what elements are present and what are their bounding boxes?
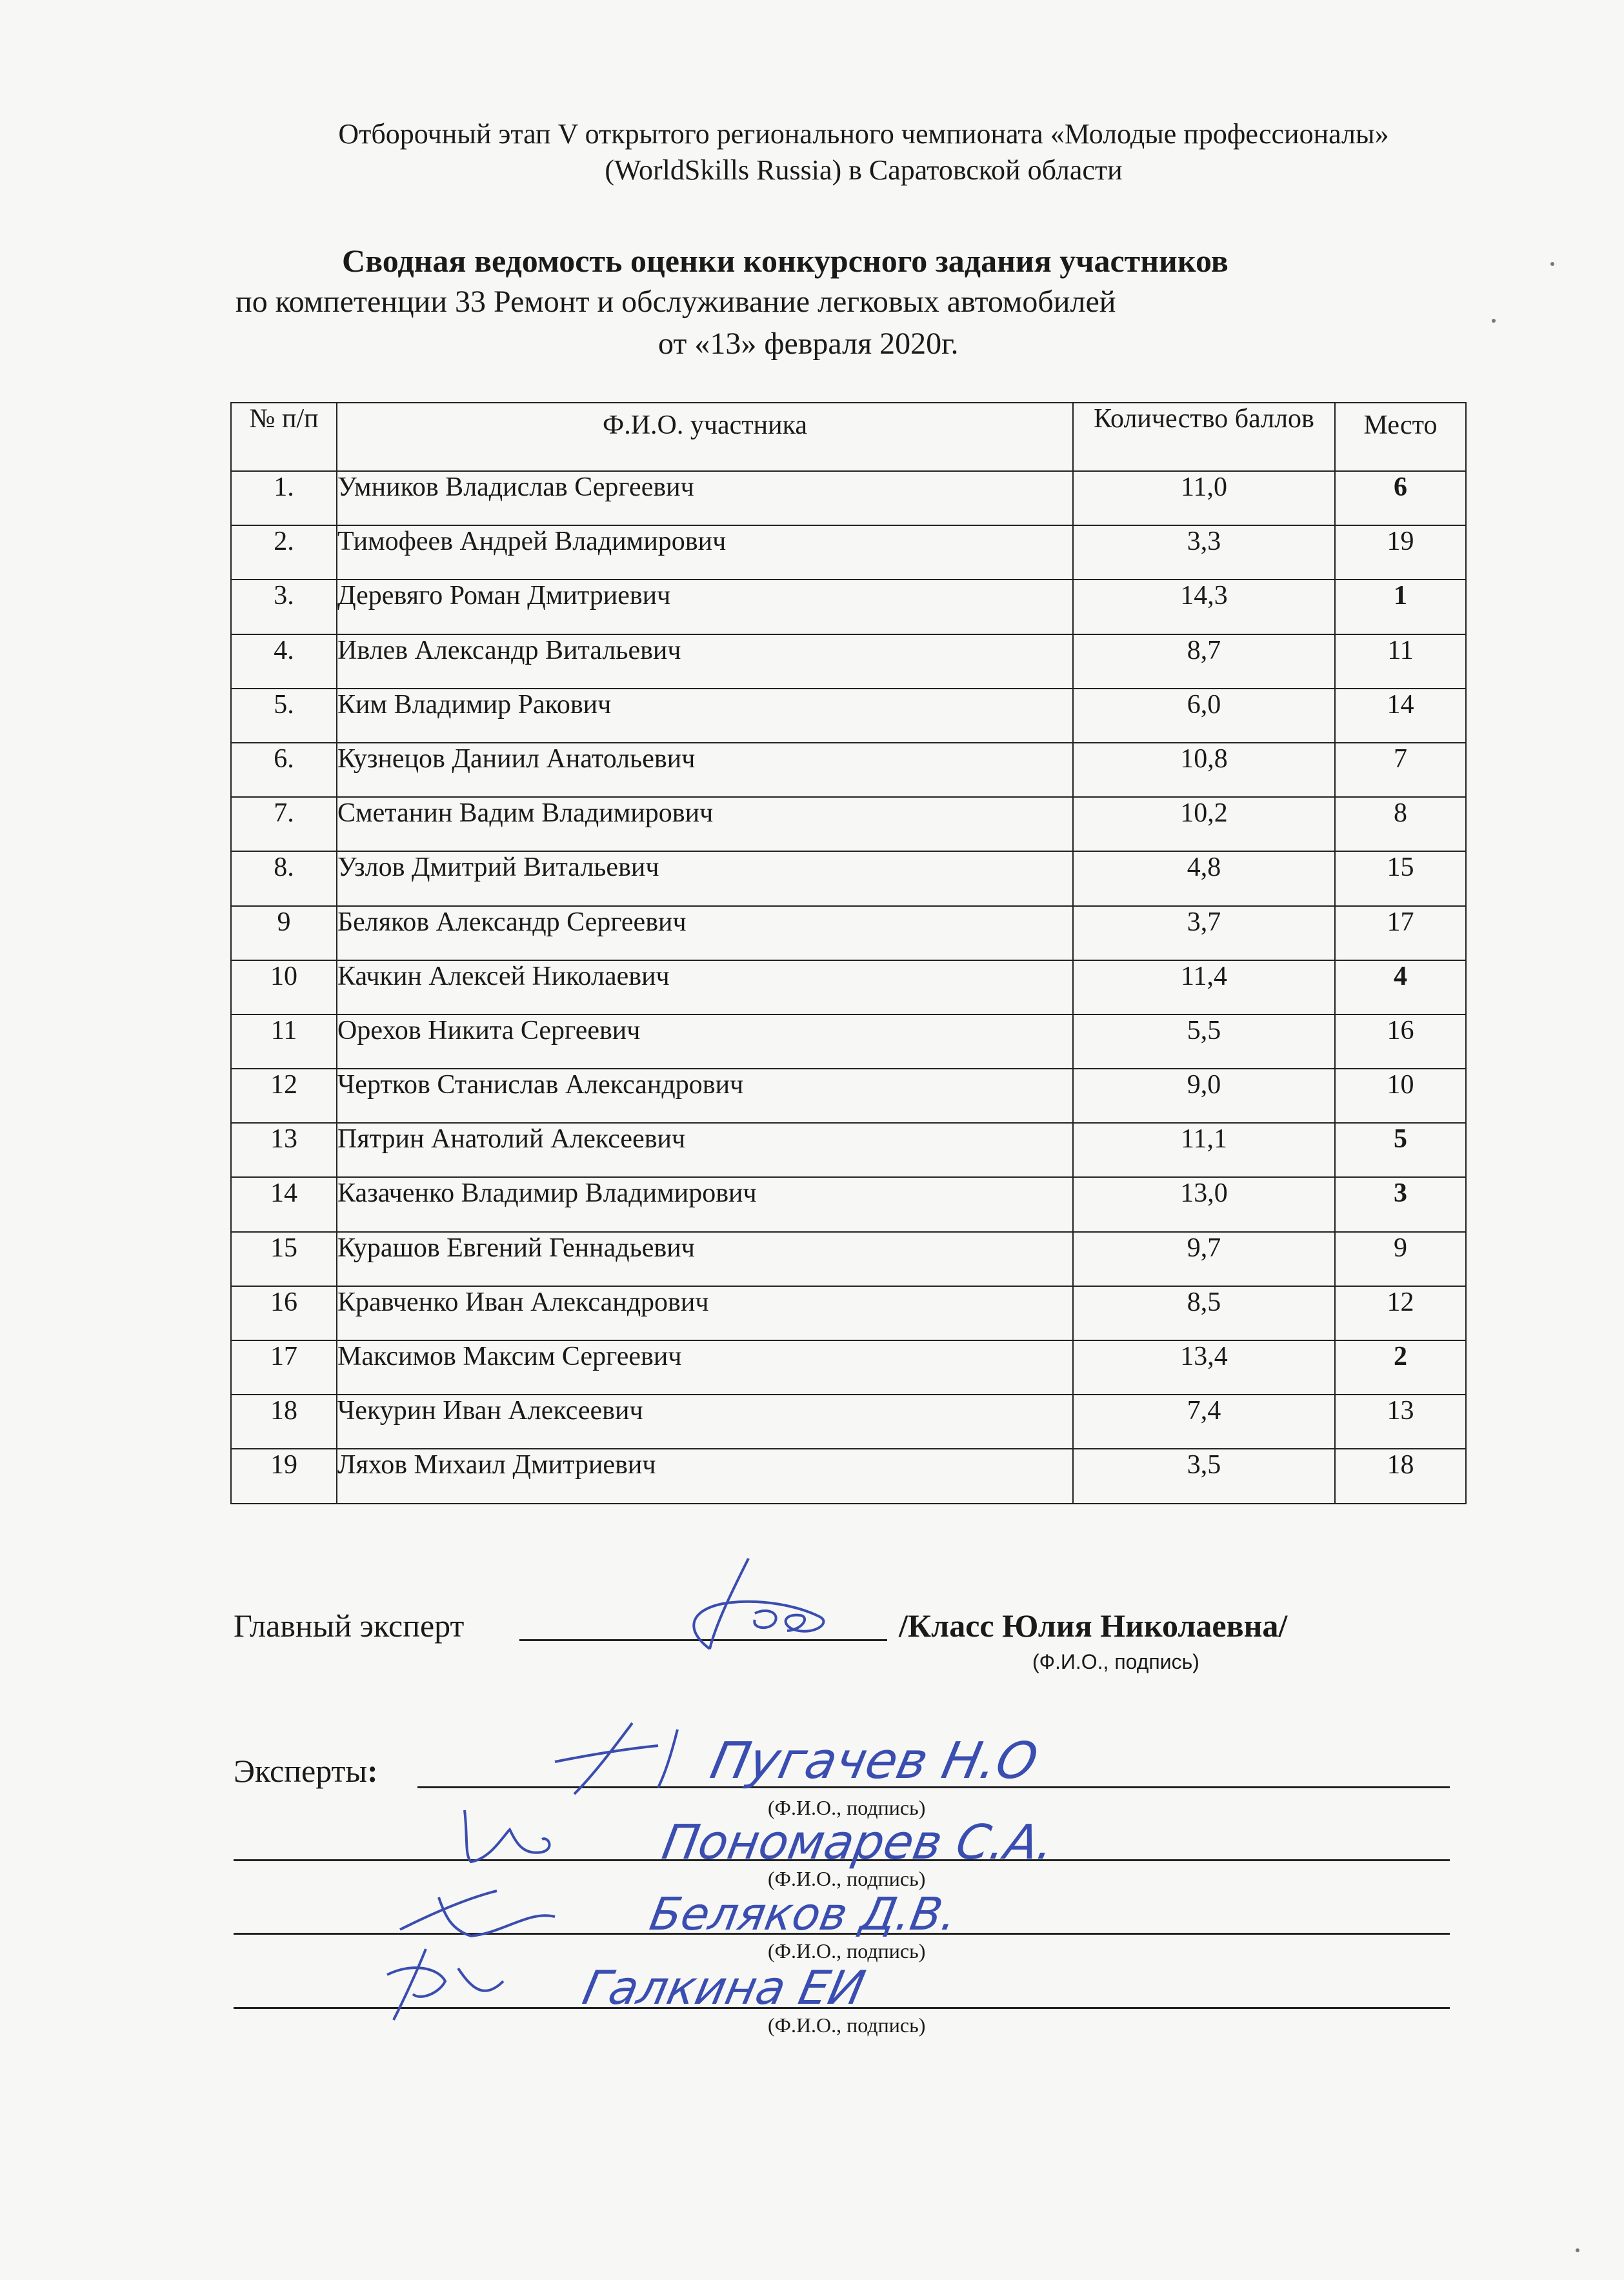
table-row: [231, 906, 1466, 960]
cell-place: 1: [1335, 580, 1466, 634]
cell-participant-name: Казаченко Владимир Владимирович: [337, 1177, 1073, 1231]
chief-expert-label: Главный эксперт: [234, 1608, 465, 1644]
cell-participant-name: Сметанин Вадим Владимирович: [337, 797, 1073, 851]
table-row: [231, 1123, 1466, 1177]
expert-1-note: (Ф.И.О., подпись): [768, 1796, 926, 1819]
table-row: [231, 1177, 1466, 1231]
cell-score: 10,2: [1073, 797, 1335, 851]
cell-place: 13: [1335, 1395, 1466, 1449]
table-body: [231, 471, 1466, 1504]
cell-place: 3: [1335, 1177, 1466, 1231]
competence-line: по компетенции 33 Ремонт и обслуживание легковых автомобилей: [236, 285, 1116, 319]
cell-score: 7,4: [1073, 1395, 1335, 1449]
cell-number: 7.: [231, 797, 337, 851]
event-header-line-1: Отборочный этап V открытого регионального чемпионата «Молодые профессионалы»: [338, 118, 1389, 150]
cell-participant-name: Кузнецов Даниил Анатольевич: [337, 743, 1073, 797]
expert-2-handwriting: Пономарев С.А.: [658, 1814, 1058, 1870]
cell-score: 9,0: [1073, 1069, 1335, 1123]
event-header-line-2: (WorldSkills Russia) в Саратовской области: [605, 154, 1123, 186]
cell-score: 8,7: [1073, 634, 1335, 689]
cell-number: 14: [231, 1177, 337, 1231]
cell-participant-name: Ким Владимир Ракович: [337, 689, 1073, 743]
expert-3-handwriting: Беляков Д.В.: [646, 1888, 961, 1941]
cell-number: 1.: [231, 471, 337, 525]
cell-score: 13,0: [1073, 1177, 1335, 1231]
cell-score: 3,5: [1073, 1449, 1335, 1503]
table-row: [231, 960, 1466, 1014]
date-line: от «13» февраля 2020г.: [658, 327, 959, 361]
expert-4-note: (Ф.И.О., подпись): [768, 2013, 926, 2037]
cell-number: 3.: [231, 580, 337, 634]
cell-number: 4.: [231, 634, 337, 689]
table-row: [231, 1069, 1466, 1123]
header-number: № п/п: [231, 403, 337, 471]
cell-score: 5,5: [1073, 1014, 1335, 1069]
cell-participant-name: Узлов Дмитрий Витальевич: [337, 851, 1073, 905]
expert-4-signature: [374, 1942, 955, 2026]
cell-participant-name: Чекурин Иван Алексеевич: [337, 1395, 1073, 1449]
cell-participant-name: Пятрин Анатолий Алексеевич: [337, 1123, 1073, 1177]
cell-participant-name: Максимов Максим Сергеевич: [337, 1340, 1073, 1395]
table-row: [231, 634, 1466, 689]
cell-number: 18: [231, 1395, 337, 1449]
cell-number: 16: [231, 1286, 337, 1340]
experts-label: [234, 1752, 378, 1790]
cell-number: 12: [231, 1069, 337, 1123]
cell-number: 15: [231, 1232, 337, 1286]
expert-2-note: (Ф.И.О., подпись): [768, 1867, 926, 1890]
experts-label-text: Эксперты: [234, 1753, 367, 1789]
table-row: [231, 1395, 1466, 1449]
cell-place: 2: [1335, 1340, 1466, 1395]
cell-place: 8: [1335, 797, 1466, 851]
cell-place: 15: [1335, 851, 1466, 905]
cell-score: 11,4: [1073, 960, 1335, 1014]
cell-participant-name: Ляхов Михаил Дмитриевич: [337, 1449, 1073, 1503]
cell-place: 7: [1335, 743, 1466, 797]
cell-number: 6.: [231, 743, 337, 797]
cell-participant-name: Деревяго Роман Дмитриевич: [337, 580, 1073, 634]
cell-score: 8,5: [1073, 1286, 1335, 1340]
cell-participant-name: Чертков Станислав Александрович: [337, 1069, 1073, 1123]
cell-place: 18: [1335, 1449, 1466, 1503]
header-score: Количество баллов: [1073, 403, 1335, 471]
cell-place: 5: [1335, 1123, 1466, 1177]
table-row: [231, 689, 1466, 743]
cell-place: 12: [1335, 1286, 1466, 1340]
cell-number: 17: [231, 1340, 337, 1395]
expert-1-signature: [529, 1710, 1045, 1801]
cell-score: 3,3: [1073, 525, 1335, 580]
cell-place: 9: [1335, 1232, 1466, 1286]
cell-participant-name: Качкин Алексей Николаевич: [337, 960, 1073, 1014]
cell-number: 13: [231, 1123, 337, 1177]
chief-expert-note: (Ф.И.О., подпись): [1032, 1650, 1199, 1673]
cell-score: 14,3: [1073, 580, 1335, 634]
cell-participant-name: Ивлев Александр Витальевич: [337, 634, 1073, 689]
cell-participant-name: Беляков Александр Сергеевич: [337, 906, 1073, 960]
table-row: [231, 1340, 1466, 1395]
table-row: [231, 851, 1466, 905]
cell-place: 16: [1335, 1014, 1466, 1069]
table-row: [231, 1449, 1466, 1503]
cell-place: 11: [1335, 634, 1466, 689]
cell-place: 19: [1335, 525, 1466, 580]
expert-2-signature: [452, 1797, 1161, 1875]
chief-expert-name: /Класс Юлия Николаевна/: [899, 1608, 1288, 1644]
cell-place: 10: [1335, 1069, 1466, 1123]
experts-label-colon: :: [366, 1753, 378, 1789]
cell-place: 6: [1335, 471, 1466, 525]
table-row: [231, 743, 1466, 797]
cell-place: 17: [1335, 906, 1466, 960]
cell-number: 10: [231, 960, 337, 1014]
results-table: [230, 402, 1467, 1504]
expert-3-signature: [387, 1871, 1032, 1949]
cell-number: 11: [231, 1014, 337, 1069]
cell-score: 11,1: [1073, 1123, 1335, 1177]
cell-participant-name: Орехов Никита Сергеевич: [337, 1014, 1073, 1069]
table-row: [231, 1232, 1466, 1286]
chief-expert-signature: [671, 1552, 858, 1662]
cell-number: 19: [231, 1449, 337, 1503]
cell-place: 4: [1335, 960, 1466, 1014]
cell-participant-name: Кравченко Иван Александрович: [337, 1286, 1073, 1340]
table-row: [231, 525, 1466, 580]
table-row: [231, 1014, 1466, 1069]
expert-4-handwriting: Галкина ЕИ: [578, 1961, 870, 2015]
cell-score: 9,7: [1073, 1232, 1335, 1286]
cell-score: 6,0: [1073, 689, 1335, 743]
cell-number: 5.: [231, 689, 337, 743]
document-title: Сводная ведомость оценки конкурсного задания участников: [342, 243, 1228, 279]
cell-score: 11,0: [1073, 471, 1335, 525]
cell-number: 8.: [231, 851, 337, 905]
cell-score: 10,8: [1073, 743, 1335, 797]
cell-participant-name: Тимофеев Андрей Владимирович: [337, 525, 1073, 580]
table-header-row: [231, 403, 1466, 471]
expert-3-note: (Ф.И.О., подпись): [768, 1939, 926, 1962]
cell-number: 2.: [231, 525, 337, 580]
table-row: [231, 1286, 1466, 1340]
expert-1-handwriting: Пугачев Н.О: [705, 1731, 1043, 1790]
cell-participant-name: Курашов Евгений Геннадьевич: [337, 1232, 1073, 1286]
cell-score: 3,7: [1073, 906, 1335, 960]
table-row: [231, 471, 1466, 525]
cell-number: 9: [231, 906, 337, 960]
header-place: Место: [1335, 403, 1466, 471]
scan-speck: [1492, 319, 1496, 323]
table-row: [231, 797, 1466, 851]
cell-score: 13,4: [1073, 1340, 1335, 1395]
cell-place: 14: [1335, 689, 1466, 743]
table-row: [231, 580, 1466, 634]
cell-score: 4,8: [1073, 851, 1335, 905]
cell-participant-name: Умников Владислав Сергеевич: [337, 471, 1073, 525]
scan-speck: [1576, 2248, 1579, 2252]
header-name: Ф.И.О. участника: [337, 403, 1073, 471]
scan-speck: [1550, 262, 1554, 266]
